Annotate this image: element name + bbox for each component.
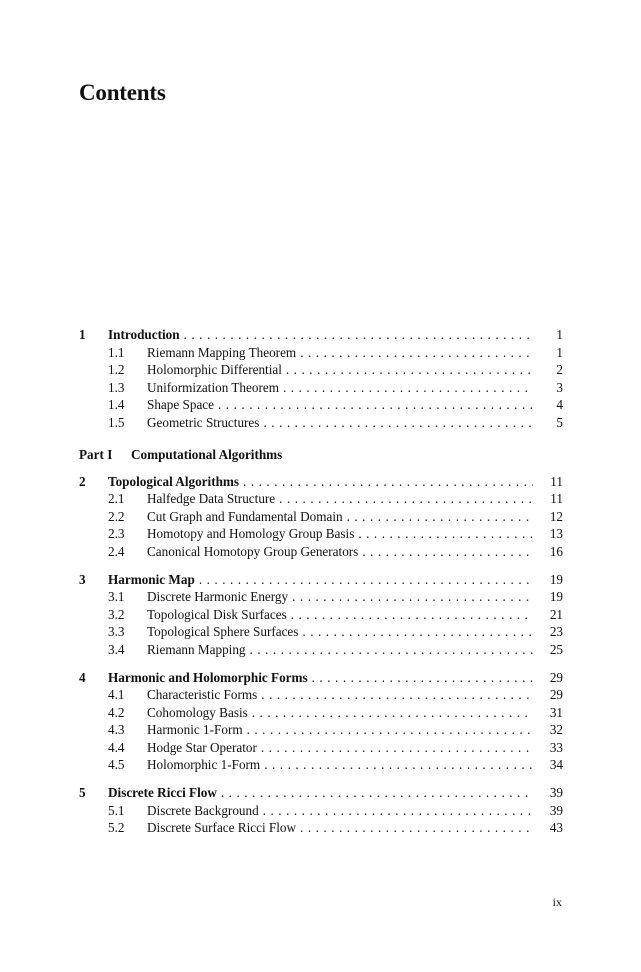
dot-leader xyxy=(243,721,533,739)
page-folio: ix xyxy=(552,895,562,909)
section-title: Geometric Structures xyxy=(147,414,260,430)
dot-leader xyxy=(275,490,533,508)
dot-leader xyxy=(282,361,533,379)
section-title: Topological Disk Surfaces xyxy=(147,606,287,622)
page-number: 16 xyxy=(549,543,563,559)
toc-section-4-3[interactable] xyxy=(79,721,563,739)
chapter-number: 4 xyxy=(79,669,86,685)
chapter-title: Harmonic Map xyxy=(108,571,195,587)
toc-section-5-1[interactable] xyxy=(79,802,563,820)
page-number: 11 xyxy=(550,491,563,507)
section-number: 4.1 xyxy=(108,687,125,703)
dot-leader xyxy=(257,686,533,704)
page-number: 29 xyxy=(549,669,563,685)
section-number: 5.2 xyxy=(108,820,125,836)
chapter-title: Discrete Ricci Flow xyxy=(108,785,217,801)
chapter-title: Topological Algorithms xyxy=(108,473,240,489)
toc-section-3-4[interactable] xyxy=(79,641,563,659)
page-number: 39 xyxy=(549,785,563,801)
dot-leader xyxy=(296,344,533,362)
dot-leader xyxy=(248,704,533,722)
page-number: 19 xyxy=(549,571,563,587)
section-number: 3.2 xyxy=(108,606,125,622)
dot-leader xyxy=(358,543,533,561)
spacer xyxy=(79,659,563,669)
page-number: 33 xyxy=(549,739,563,755)
page-number: 43 xyxy=(549,820,563,836)
chapter-number: 1 xyxy=(79,327,86,342)
section-number: 4.2 xyxy=(108,704,125,720)
dot-leader xyxy=(296,819,533,837)
page-number: 2 xyxy=(556,362,563,378)
section-number: 1.4 xyxy=(108,397,125,413)
page-number: 3 xyxy=(556,379,563,395)
dot-leader xyxy=(287,606,533,624)
page-number: 32 xyxy=(549,722,563,738)
chapter-number: 2 xyxy=(79,473,86,489)
section-number: 1.1 xyxy=(108,344,125,360)
dot-leader xyxy=(354,525,533,543)
section-number: 2.2 xyxy=(108,508,125,524)
page-number: 34 xyxy=(549,757,563,773)
section-title: Cohomology Basis xyxy=(147,704,248,720)
page-number: 19 xyxy=(549,589,563,605)
page-number: 4 xyxy=(556,397,563,413)
toc-section-4-4[interactable] xyxy=(79,739,563,757)
toc-chapter-2[interactable] xyxy=(79,473,563,491)
section-title: Harmonic 1-Form xyxy=(147,722,243,738)
dot-leader xyxy=(259,414,533,432)
dot-leader xyxy=(279,379,533,397)
section-number: 3.4 xyxy=(108,641,125,657)
section-title: Riemann Mapping xyxy=(147,641,246,657)
section-number: 4.5 xyxy=(108,757,125,773)
section-number: 1.2 xyxy=(108,362,125,378)
section-title: Cut Graph and Fundamental Domain xyxy=(147,508,343,524)
section-title: Hodge Star Operator xyxy=(147,739,257,755)
toc-section-2-1[interactable] xyxy=(79,490,563,508)
toc-section-1-4[interactable] xyxy=(79,396,563,414)
part-number: Part I xyxy=(79,446,113,462)
section-title: Canonical Homotopy Group Generators xyxy=(147,543,359,559)
page-title: Contents xyxy=(79,80,166,105)
page-number: 23 xyxy=(549,624,563,640)
section-title: Holomorphic 1-Form xyxy=(147,757,261,773)
page-number: 21 xyxy=(549,606,563,622)
dot-leader xyxy=(260,756,533,774)
section-number: 4.3 xyxy=(108,722,125,738)
section-title: Holomorphic Differential xyxy=(147,362,282,378)
toc-section-2-3[interactable] xyxy=(79,525,563,543)
dot-leader xyxy=(257,739,533,757)
toc-section-1-3[interactable] xyxy=(79,379,563,397)
spacer xyxy=(79,774,563,784)
toc-section-5-2[interactable] xyxy=(79,819,563,837)
dot-leader xyxy=(259,802,533,820)
section-title: Discrete Background xyxy=(147,802,259,818)
section-number: 2.4 xyxy=(108,543,125,559)
section-number: 2.1 xyxy=(108,491,125,507)
section-title: Halfedge Data Structure xyxy=(147,491,276,507)
section-title: Homotopy and Homology Group Basis xyxy=(147,526,355,542)
dot-leader xyxy=(217,784,533,802)
page-number: 13 xyxy=(549,526,563,542)
section-title: Riemann Mapping Theorem xyxy=(147,344,297,360)
section-number: 4.4 xyxy=(108,739,125,755)
toc-chapter-4[interactable] xyxy=(79,669,563,687)
part-title: Computational Algorithms xyxy=(131,446,283,462)
toc-chapter-3[interactable] xyxy=(79,571,563,589)
dot-leader xyxy=(298,623,533,641)
toc-section-4-2[interactable] xyxy=(79,704,563,722)
section-title: Uniformization Theorem xyxy=(147,379,279,395)
toc-section-4-5[interactable] xyxy=(79,756,563,774)
spacer xyxy=(79,432,563,442)
chapter-number: 5 xyxy=(79,785,86,801)
section-title: Shape Space xyxy=(147,397,215,413)
toc-part-heading[interactable] xyxy=(79,446,563,463)
section-number: 3.3 xyxy=(108,624,125,640)
toc-section-2-4[interactable] xyxy=(79,543,563,561)
toc-section-1-2[interactable] xyxy=(79,361,563,379)
table-of-contents xyxy=(79,326,563,837)
section-number: 5.1 xyxy=(108,802,125,818)
section-number: 3.1 xyxy=(108,589,125,605)
dot-leader xyxy=(180,326,533,344)
section-title: Characteristic Forms xyxy=(147,687,258,703)
section-title: Discrete Harmonic Energy xyxy=(147,589,289,605)
page-number: 11 xyxy=(550,473,563,489)
toc-section-1-1[interactable] xyxy=(79,344,563,362)
toc-section-3-1[interactable] xyxy=(79,588,563,606)
toc-section-3-3[interactable] xyxy=(79,623,563,641)
spacer xyxy=(79,561,563,571)
chapter-title: Introduction xyxy=(108,327,180,342)
dot-leader xyxy=(308,669,533,687)
toc-section-3-2[interactable] xyxy=(79,606,563,624)
section-title: Discrete Surface Ricci Flow xyxy=(147,820,297,836)
page-number: 31 xyxy=(549,704,563,720)
dot-leader xyxy=(214,396,533,414)
section-number: 1.3 xyxy=(108,379,125,395)
dot-leader xyxy=(246,641,533,659)
page-number: 29 xyxy=(549,687,563,703)
page-number: 1 xyxy=(556,327,563,342)
toc-section-4-1[interactable] xyxy=(79,686,563,704)
page-number: 25 xyxy=(549,641,563,657)
page-number: 5 xyxy=(556,414,563,430)
dot-leader xyxy=(343,508,533,526)
page-number: 1 xyxy=(556,344,563,360)
dot-leader xyxy=(195,571,533,589)
section-number: 2.3 xyxy=(108,526,125,542)
toc-section-1-5[interactable] xyxy=(79,414,563,432)
page-number: 39 xyxy=(549,802,563,818)
toc-chapter-1[interactable] xyxy=(79,326,563,344)
toc-section-2-2[interactable] xyxy=(79,508,563,526)
section-title: Topological Sphere Surfaces xyxy=(147,624,299,640)
chapter-title: Harmonic and Holomorphic Forms xyxy=(108,669,308,685)
page-number: 12 xyxy=(549,508,563,524)
dot-leader xyxy=(239,473,533,491)
toc-chapter-5[interactable] xyxy=(79,784,563,802)
chapter-number: 3 xyxy=(79,571,86,587)
section-number: 1.5 xyxy=(108,414,125,430)
dot-leader xyxy=(288,588,533,606)
